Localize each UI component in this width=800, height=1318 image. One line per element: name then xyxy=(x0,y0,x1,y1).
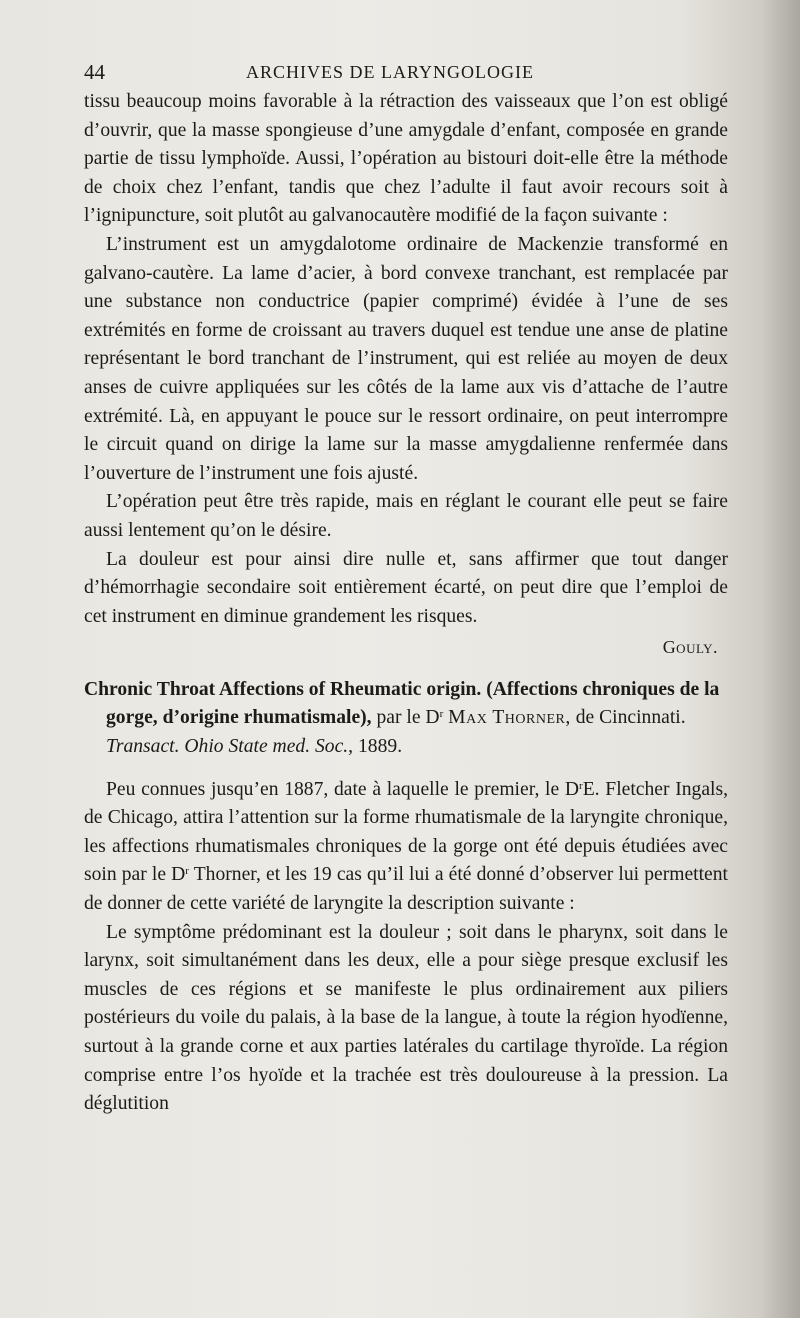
history-text-a: Peu connues jusqu’en 1887, date à laquelle le premier, le D xyxy=(106,778,580,800)
entry-title-french: (Affections chroniques de la gorge, d’origine rhumatismale), xyxy=(106,678,720,729)
entry-journal: Transact. Ohio State med. Soc., xyxy=(106,736,354,758)
page-content xyxy=(84,54,728,1119)
entry-title-english: Chronic Throat Affections of Rheumatic origin. xyxy=(84,678,482,700)
page-number: 44 xyxy=(84,60,105,84)
entry-year: 1889. xyxy=(358,736,403,758)
paragraph-continuation: tissu beaucoup moins favorable à la rétraction des vaisseaux que l’on est obligé d’ouvrir, que la masse spongieuse d’une amygdale d’enfant, composée en grande partie de tissu lymphoïde. Aussi, l’opération au bistouri doit-elle être la méthode de choix chez l’enfant, tandis que chez l’adulte il faut avoir recours soit à l’ignipuncture, soit plutôt au galvanocautère modifié de la façon suivante : xyxy=(84,91,728,227)
entry-author: Max Thorner, xyxy=(448,707,571,729)
running-head: ARCHIVES DE LARYNGOLOGIE xyxy=(246,62,534,82)
paragraph-symptome: Le symptôme prédominant est la douleur ; soit dans le pharynx, soit dans le larynx, soit simultanément dans les deux, elle a pour siège presque exclusif les muscles de ces régions et se manifeste le plus ordinairement aux piliers postérieurs du voile du palais, à la base de la langue, à toute la région hyodïenne, surtout à la grande corne et aux parties latérales du cartilage thyroïde. La région comprise entre l’os hyoïde et la trachée est très douloureuse à la pression. La déglutition xyxy=(84,921,728,1115)
entry-par: par le D xyxy=(376,707,440,729)
paragraph-history xyxy=(84,776,728,919)
entry-heading xyxy=(84,676,728,762)
signature: Gouly. xyxy=(662,637,718,658)
history-text-b: E. Fletcher Ingals, de Chicago, attira l’attention sur la forme rhumatismale de la laryngite chronique, les affections rhumatismales chroniques de la gorge ont été depuis étudiées avec soin par le D xyxy=(84,778,728,886)
bibliographic-entry xyxy=(84,676,728,762)
entry-dr-sup: r xyxy=(439,708,444,721)
page-header xyxy=(84,54,728,88)
paragraph-instrument: L’instrument est un amygdalotome ordinaire de Mackenzie transformé en galvano-cautère. La lame d’acier, à bord convexe tranchant, est remplacée par une substance non conductrice (papier comprimé) évidée à l’une de ses extrémités en forme de croissant au travers duquel est tendue une anse de platine représentant le bord tranchant de l’instrument, qui est reliée au moyen de deux anses de cuivre appliquées sur les côtés de la lame aux vis d’attache de l’autre extrémité. Là, en appuyant le pouce sur le ressort ordinaire, on peut interrompre le circuit quand on dirige la lame sur la masse amygdalienne renfermée dans l’ouverture de l’instrument une fois ajusté. xyxy=(84,233,728,484)
paragraph-operation: L’opération peut être très rapide, mais en réglant le courant elle peut se faire aussi lentement qu’on le désire. xyxy=(84,491,728,541)
entry-place: de Cincinnati. xyxy=(575,707,686,729)
history-text-c: Thorner, et les 19 cas qu’il lui a été donné d’observer lui permettent de donner de cette variété de laryngite la description suivante : xyxy=(84,864,728,915)
history-sup-1: r xyxy=(579,779,583,792)
history-sup-2: r xyxy=(185,865,189,878)
paragraph-douleur: La douleur est pour ainsi dire nulle et, sans affirmer que tout danger d’hémorrhagie secondaire soit entièrement écarté, on peut dire que l’emploi de cet instrument en diminue grandement les risques. xyxy=(84,548,728,627)
